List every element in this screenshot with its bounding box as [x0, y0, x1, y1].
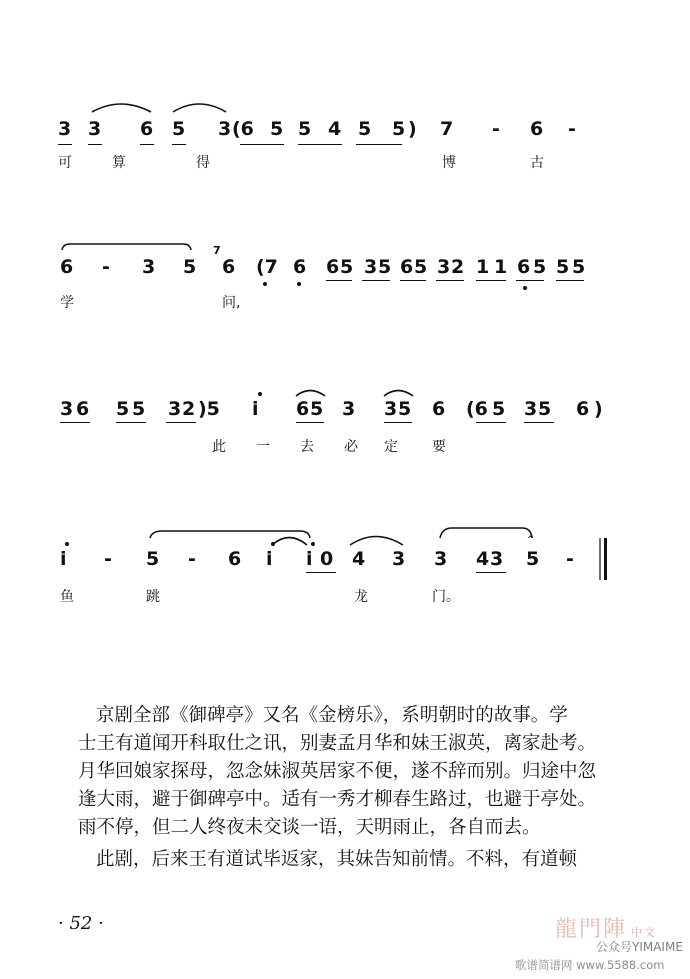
lyric: 得	[196, 155, 210, 171]
slur	[296, 391, 325, 397]
note: -	[102, 256, 110, 278]
note: 6	[228, 548, 242, 570]
underline	[172, 144, 186, 145]
lyric: 去	[300, 439, 314, 455]
underline	[88, 144, 102, 145]
note: 3	[364, 256, 378, 278]
note: 3	[58, 118, 72, 140]
description-text	[78, 702, 638, 874]
grace-note: 7	[213, 244, 221, 257]
lyric: 龙	[354, 589, 368, 605]
underline	[384, 422, 412, 423]
underline	[58, 144, 72, 145]
lyric: 跳	[146, 589, 160, 605]
underline	[140, 144, 154, 145]
text-line: 此剧，后来王有道试毕返家，其妹告知前情。不料，有道顿	[96, 849, 578, 870]
note: 6	[60, 256, 74, 278]
underline	[296, 422, 324, 423]
text-line: 逢大雨，避于御碑亭中。适有一秀才柳春生路过，也避于亭处。	[78, 789, 597, 810]
note: 5	[492, 398, 506, 420]
note: )5	[198, 398, 220, 420]
text-line: 京剧全部《御碑亭》又名《金榜乐》，系明朝时的故事。学	[96, 705, 568, 726]
underline	[326, 280, 352, 281]
slur	[62, 244, 191, 250]
lyric: 门。	[432, 589, 460, 605]
note: 6	[293, 256, 307, 278]
note: 5	[146, 548, 160, 570]
note: 6	[576, 398, 590, 420]
note: )	[408, 118, 417, 140]
lyric: 鱼	[60, 589, 74, 605]
note: 7	[440, 118, 454, 140]
underline	[556, 280, 584, 281]
high-octave-dot	[271, 542, 275, 546]
underline	[400, 280, 426, 281]
note: 5	[538, 398, 552, 420]
note: 5	[526, 548, 540, 570]
note: -	[492, 118, 500, 140]
note: 5	[183, 256, 197, 278]
high-octave-dot	[65, 542, 69, 546]
note: 5	[392, 118, 406, 140]
note: -	[188, 548, 196, 570]
lyric: 要	[432, 439, 446, 455]
note: 5	[298, 118, 312, 140]
slur	[350, 537, 403, 546]
note: -	[104, 548, 112, 570]
low-octave-dot	[297, 282, 301, 286]
low-octave-dot	[263, 282, 267, 286]
note: (6	[466, 398, 488, 420]
note: i	[306, 548, 313, 570]
text-line: 月华回娘家探母，忽念妹淑英居家不便，遂不辞而别。归途中忽	[78, 761, 597, 782]
slur	[92, 104, 151, 112]
watermark-brand: 龍門陣	[555, 917, 628, 942]
lyric: 一	[256, 439, 270, 455]
text-line: 雨不停，但二人终夜未交谈一语，天明雨止，各自而去。	[78, 817, 541, 838]
lyric: 算	[112, 155, 126, 171]
slur	[384, 391, 413, 397]
lyric: 此	[212, 439, 226, 455]
underline	[240, 144, 284, 145]
note: 6	[140, 118, 154, 140]
low-octave-dot	[523, 286, 527, 290]
underline	[476, 572, 506, 573]
note: 2	[182, 398, 196, 420]
watermark-brand-small: 中文	[631, 926, 658, 939]
note: 6	[76, 398, 90, 420]
note: 3	[168, 398, 182, 420]
note: 4	[352, 548, 366, 570]
slur	[440, 528, 532, 538]
note: 5	[358, 118, 372, 140]
note: 6	[432, 398, 446, 420]
underline	[362, 280, 390, 281]
note: 1	[494, 256, 508, 278]
note: 5	[572, 256, 586, 278]
note: 5	[270, 118, 284, 140]
note: 5	[398, 398, 412, 420]
underline	[356, 144, 402, 145]
note: 6	[400, 256, 414, 278]
lyric: 可	[58, 155, 72, 171]
underline	[306, 572, 336, 573]
fermata-icon: ^	[527, 535, 535, 545]
note: (7	[256, 256, 278, 278]
underline	[166, 422, 196, 423]
note: 3	[437, 256, 451, 278]
note: 6	[326, 256, 340, 278]
high-octave-dot	[311, 542, 315, 546]
slur	[173, 104, 226, 112]
note: 5	[556, 256, 570, 278]
page-number: · 52 ·	[58, 913, 104, 934]
note: 3	[142, 256, 156, 278]
slur	[272, 538, 307, 546]
lyric: 问,	[222, 295, 241, 311]
lyric: 必	[344, 439, 358, 455]
note: 3	[524, 398, 538, 420]
underline	[116, 422, 146, 423]
underline	[524, 422, 554, 423]
underline	[476, 422, 506, 423]
note: 1	[476, 256, 490, 278]
note: 6	[222, 256, 236, 278]
note: 4	[328, 118, 342, 140]
note: 3	[88, 118, 102, 140]
note: 3	[434, 548, 448, 570]
lyric: 定	[384, 439, 398, 455]
lyric: 古	[530, 155, 544, 171]
note: 3	[384, 398, 398, 420]
watermark-site: 歌谱简谱网 www.5588.com	[515, 958, 665, 972]
watermark-gzh: 公众号YIMAIME	[596, 940, 683, 954]
note: 5	[378, 256, 392, 278]
note: i	[266, 548, 273, 570]
note: )	[594, 398, 603, 420]
slur	[150, 531, 310, 538]
note: 3	[218, 118, 232, 140]
note: -	[568, 118, 576, 140]
note: 5	[132, 398, 146, 420]
note: (6	[232, 118, 254, 140]
note: 6	[296, 398, 310, 420]
underline	[60, 422, 90, 423]
high-octave-dot	[258, 392, 262, 396]
underline	[298, 144, 342, 145]
note: 5	[340, 256, 354, 278]
underline	[516, 280, 544, 281]
final-barline	[604, 538, 607, 580]
note: i	[60, 548, 67, 570]
lyric: 博	[442, 155, 456, 171]
note: 3	[342, 398, 356, 420]
note: -	[566, 548, 574, 570]
note: 3	[490, 548, 504, 570]
note: 4	[476, 548, 490, 570]
note: 5	[310, 398, 324, 420]
note: i	[252, 398, 259, 420]
note: 5	[414, 256, 428, 278]
note: 0	[320, 548, 334, 570]
underline	[476, 280, 506, 281]
note: 5	[116, 398, 130, 420]
note: 6	[517, 256, 531, 278]
underline	[436, 280, 464, 281]
note: 5	[172, 118, 186, 140]
note: 5	[533, 256, 547, 278]
note: 2	[451, 256, 465, 278]
lyric: 学	[60, 295, 74, 311]
note: 6	[530, 118, 544, 140]
note: 3	[392, 548, 406, 570]
note: 3	[60, 398, 74, 420]
text-line: 士王有道闻开科取仕之讯，别妻孟月华和妹王淑英，离家赴考。	[78, 733, 597, 754]
